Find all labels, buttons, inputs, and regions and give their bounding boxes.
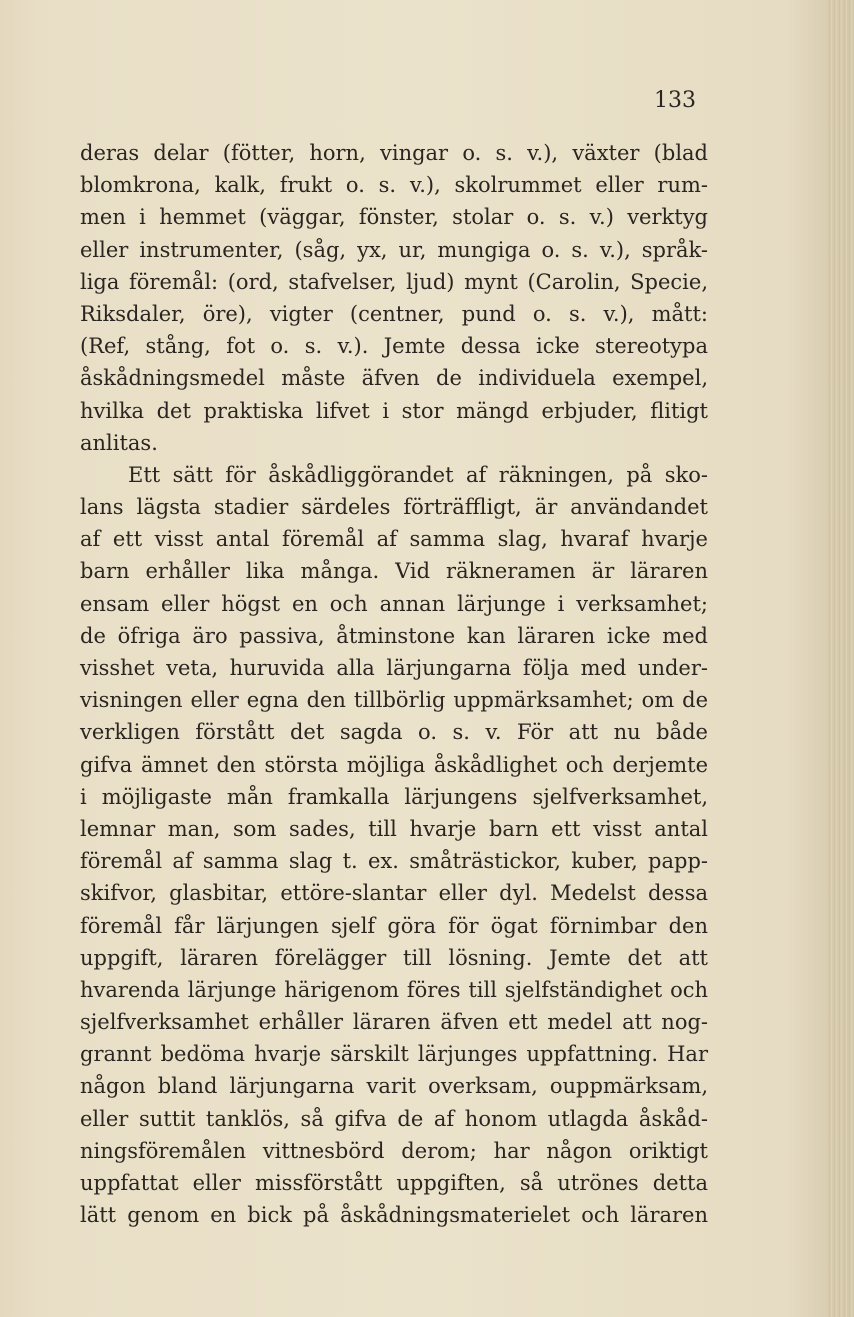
text-line: uppfattat eller missförstått uppgiften, så utrönes detta (80, 1171, 708, 1195)
body-text (80, 137, 708, 1231)
text-line: deras delar (fötter, horn, vingar o. s. v.), växter (blad (80, 141, 708, 165)
text-line: föremål får lärjungen sjelf göra för ögat förnimbar den (80, 913, 708, 938)
text-line: gifva ämnet den största möjliga åskådlighet och derjemte (80, 752, 708, 777)
text-line: eller instrumenter, (såg, yx, ur, mungiga o. s. v.), språk- (80, 237, 708, 262)
text-line: men i hemmet (väggar, fönster, stolar o. s. v.) verktyg (80, 205, 708, 230)
text-line: anlitas. (80, 430, 158, 455)
text-line: ensam eller högst en och annan lärjunge i verksamhet; (80, 591, 708, 616)
text-line: i möjligaste mån framkalla lärjungens sjelfverksamhet, (80, 784, 708, 809)
text-line: Riksdaler, öre), vigter (centner, pund o. s. v.), mått: (80, 301, 708, 326)
text-line: åskådningsmedel måste äfven de individuela exempel, (80, 366, 708, 391)
text-line: lans lägsta stadier särdeles förträffligt, är användandet (80, 495, 708, 520)
text-line: Ett sätt för åskådliggörandet af räkningen, på sko- (128, 462, 708, 487)
text-line: föremål af samma slag t. ex. småträstickor, kuber, papp- (80, 849, 708, 874)
text-line: hvilka det praktiska lifvet i stor mängd erbjuder, flitigt (80, 398, 708, 423)
text-line: verkligen förstått det sagda o. s. v. För att nu både (80, 720, 708, 745)
text-line: liga föremål: (ord, stafvelser, ljud) mynt (Carolin, Specie, (80, 269, 708, 294)
text-line: visshet veta, huruvida alla lärjungarna följa med under- (80, 656, 708, 680)
page-number: 133 (654, 88, 696, 113)
text-line: hvarenda lärjunge härigenom föres till sjelfständighet och (80, 977, 708, 1002)
text-line: sjelfverksamhet erhåller läraren äfven ett medel att nog- (80, 1010, 708, 1035)
text-line: barn erhåller lika många. Vid räkneramen är läraren (80, 559, 708, 584)
text-line: (Ref, stång, fot o. s. v.). Jemte dessa icke stereotypa (80, 334, 708, 359)
page-edge-shadow (828, 0, 854, 1317)
text-line: ningsföremålen vittnesbörd derom; har någon oriktigt (80, 1138, 708, 1163)
text-line: blomkrona, kalk, frukt o. s. v.), skolrummet eller rum- (80, 173, 708, 198)
text-line: eller suttit tanklös, så gifva de af honom utlagda åskåd- (80, 1106, 708, 1131)
text-line: de öfriga äro passiva, åtminstone kan läraren icke med (80, 623, 708, 648)
text-line: någon bland lärjungarna varit overksam, ouppmärksam, (80, 1074, 708, 1099)
text-line: visningen eller egna den tillbörlig uppmärksamhet; om de (80, 688, 708, 713)
text-line: skifvor, glasbitar, ettöre-slantar eller dyl. Medelst dessa (80, 881, 708, 906)
text-line: af ett visst antal föremål af samma slag, hvaraf hvarje (80, 527, 708, 552)
text-line: lätt genom en bick på åskådningsmaterielet och läraren (80, 1203, 708, 1228)
text-line: uppgift, läraren förelägger till lösning. Jemte det att (80, 945, 708, 970)
text-line: lemnar man, som sades, till hvarje barn ett visst antal (80, 816, 708, 841)
text-line: grannt bedöma hvarje särskilt lärjunges uppfattning. Har (80, 1042, 708, 1067)
